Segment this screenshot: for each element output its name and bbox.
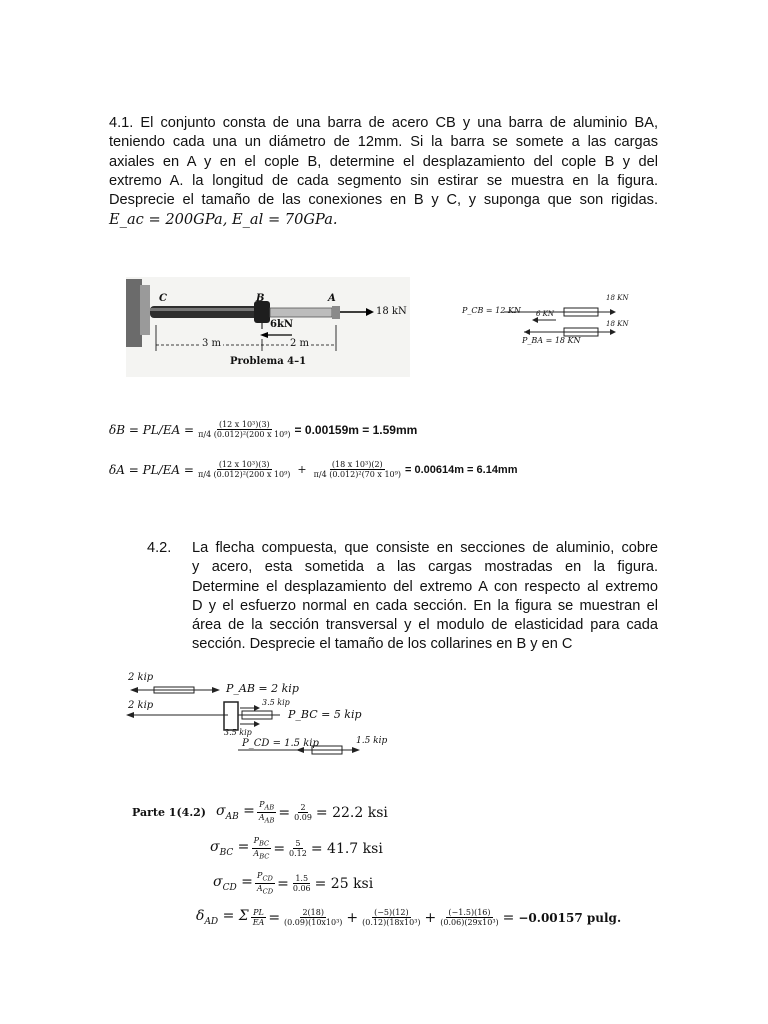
equation-sigma-cd: $\sigma_{CD}$ = $\frac{P_{CD}}{A_{CD}}$ = $\frac{1.5}{0.06}$ = 25 ksi [213,871,374,896]
p-ab-note: P_AB = 2 kip [226,682,299,695]
steel-bar-cb [150,306,260,318]
sigma-cd-result: = 25 ksi [314,875,374,892]
load-3-5-bottom-note: 3.5 kip [224,728,252,737]
p-cd-note: P_CD = 1.5 kip [242,738,319,749]
p-cb-note: P_CB = 12 KN [462,306,521,315]
label-b: B [256,293,265,304]
sigma-bc-symbolic: $\frac{P_{BC}}{A_{BC}}$ [253,836,270,861]
equation-delta-a: δA = PL/EA = $\frac{\text{(12 x 10³)(3)}}{\text{π/4 (0.012)²(200 x 10⁹)}}$ + $\frac{\text{(18 x 10³)(2)}}{\text{π/4 (0.012)²(70 x 10⁹)}}$ = 0.00614m = 6.14mm [109,460,518,480]
delta-b-result: = 0.00159m = 1.59mm [294,422,418,437]
problem-4-2-text [192,539,658,655]
sigma-cd-fraction: $\frac{1.5}{0.06}$ [292,874,311,894]
load-2-note: 2 kip [128,700,154,711]
sigma-ab-symbolic: $\frac{P_{AB}}{A_{AB}}$ [258,800,275,825]
text-line: extremo A. la longitud de cada segmento sin estirar se muestra en la figura. [109,172,658,189]
problem-4-2-number: 4.2. [147,540,172,556]
load-bottom-note: 18 KN [606,320,629,328]
p-ba-note: P_BA = 18 KN [522,336,581,345]
coupling-b [254,301,270,323]
sigma-bc-fraction: $\frac{5}{0.12}$ [289,839,307,859]
text-line: La flecha compuesta, que consiste en secciones de aluminio, cobre [192,540,658,556]
sigma-cd-symbolic: $\frac{P_{CD}}{A_{CD}}$ [256,871,274,896]
sigma-bc-result: = 41.7 ksi [310,840,383,857]
delta-ad-fraction-1: $\frac{2(18)}{\text{(0.09)(10x10³)}}$ [284,908,343,928]
delta-a-fraction-1: $\frac{\text{(12 x 10³)(3)}}{\text{π/4 (0.012)²(200 x 10⁹)}}$ [197,460,291,480]
delta-a-lhs: δA = PL/EA = [109,462,194,477]
load-b-label: 6kN [270,319,294,330]
dim-ba-label: 2 m [290,338,310,349]
p-bc-note: P_BC = 5 kip [288,708,362,721]
load-3-5-top-note: 3.5 kip [262,698,290,707]
problem-4-1-text [109,114,658,230]
delta-a-fraction-2: $\frac{\text{(18 x 10³)(2)}}{\text{π/4 (0.012)²(70 x 10⁹)}}$ [313,460,401,480]
equation-sigma-ab: Parte 1(4.2) $\sigma_{AB}$ = $\frac{P_{AB}}{A_{AB}}$ = $\frac{2}{0.09}$ = 22.2 ksi [132,800,388,825]
figure-caption: Problema 4–1 [230,356,307,367]
delta-b-lhs: δB = PL/EA = [109,422,195,437]
load-1-note: 2 kip [128,672,154,683]
text-line: Determine el desplazamiento del extremo A con respecto al extremo [192,578,658,595]
text-line: sección. Desprecie el tamaño de los collarines en B y en C [192,636,573,653]
sigma-ab-fraction: $\frac{2}{0.09}$ [294,803,312,823]
load-top-note: 18 KN [606,294,629,302]
equation-delta-ad: $\delta_{AD} = \Sigma$ $\frac{PL}{EA}$ = $\frac{2(18)}{\text{(0.09)(10x10³)}}$ + $\frac{(-5)(12)}{\text{(0.12)(18x10³)}}$ + $\frac{(-1.5)(16)}{\text{(0.06)(29x10³)}}$ = −0.00157 pulg. [196,908,622,928]
delta-ad-fraction-3: $\frac{(-1.5)(16)}{\text{(0.06)(29x10³)}}$ [440,908,499,928]
sketch-4-2 [112,668,402,764]
load-1-5-note: 1.5 kip [356,736,388,746]
sketch-4-1 [460,292,640,352]
text-line: y acero, esta sometida a las cargas mostradas en la figura. [192,559,658,576]
aluminium-bar-ba [270,308,332,317]
text-line: teniendo cada una un diámetro de 12mm. Si la barra se somete a las cargas [109,134,658,151]
equation-delta-b [109,420,417,439]
delta-ad-symbolic: $\frac{PL}{EA}$ [252,908,265,928]
delta-ad-fraction-2: $\frac{(-5)(12)}{\text{(0.12)(18x10³)}}$ [362,908,421,928]
arrow-6kn [260,332,268,338]
wall-plate [140,285,150,335]
figure-4-1 [126,277,410,377]
moduli-formula: E_ac = 200GPa, E_al = 70GPa. [109,211,338,229]
load-mid-note: 6 KN [536,310,555,318]
text-line: axiales en A y en el cople B, determine el desplazamiento del cople B y del [109,153,658,170]
sigma-ab-result: = 22.2 ksi [315,804,388,821]
label-c: C [159,293,167,304]
text-line: área de la sección transversal y el modulo de elasticidad para cada [192,617,658,634]
delta-a-result: = 0.00614m = 6.14mm [404,463,518,476]
load-a-label: 18 kN [376,306,407,317]
wall-support [126,279,142,347]
text-line: D y el esfuerzo normal en cada sección. En la figura se muestran el [192,597,658,614]
text-line: 4.1. El conjunto consta de una barra de acero CB y una barra de aluminio BA, [109,115,658,131]
text-line: Desprecie el tamaño de las conexiones en B y C, y suponga que son rigidas. [109,192,658,209]
dim-cb-label: 3 m [202,338,222,349]
delta-b-fraction: $\frac{\text{(12 x 10³)(3)}}{\text{π/4 (0.012)²(200 x 10⁹)}}$ [198,420,291,440]
equation-sigma-bc: $\sigma_{BC}$ = $\frac{P_{BC}}{A_{BC}}$ = $\frac{5}{0.12}$ = 41.7 ksi [210,836,383,861]
end-a [332,306,340,319]
label-a: A [328,293,336,304]
parte-label: Parte 1(4.2) [132,806,207,820]
arrow-18kn [366,308,374,316]
delta-ad-result: −0.00157 pulg. [518,910,622,925]
